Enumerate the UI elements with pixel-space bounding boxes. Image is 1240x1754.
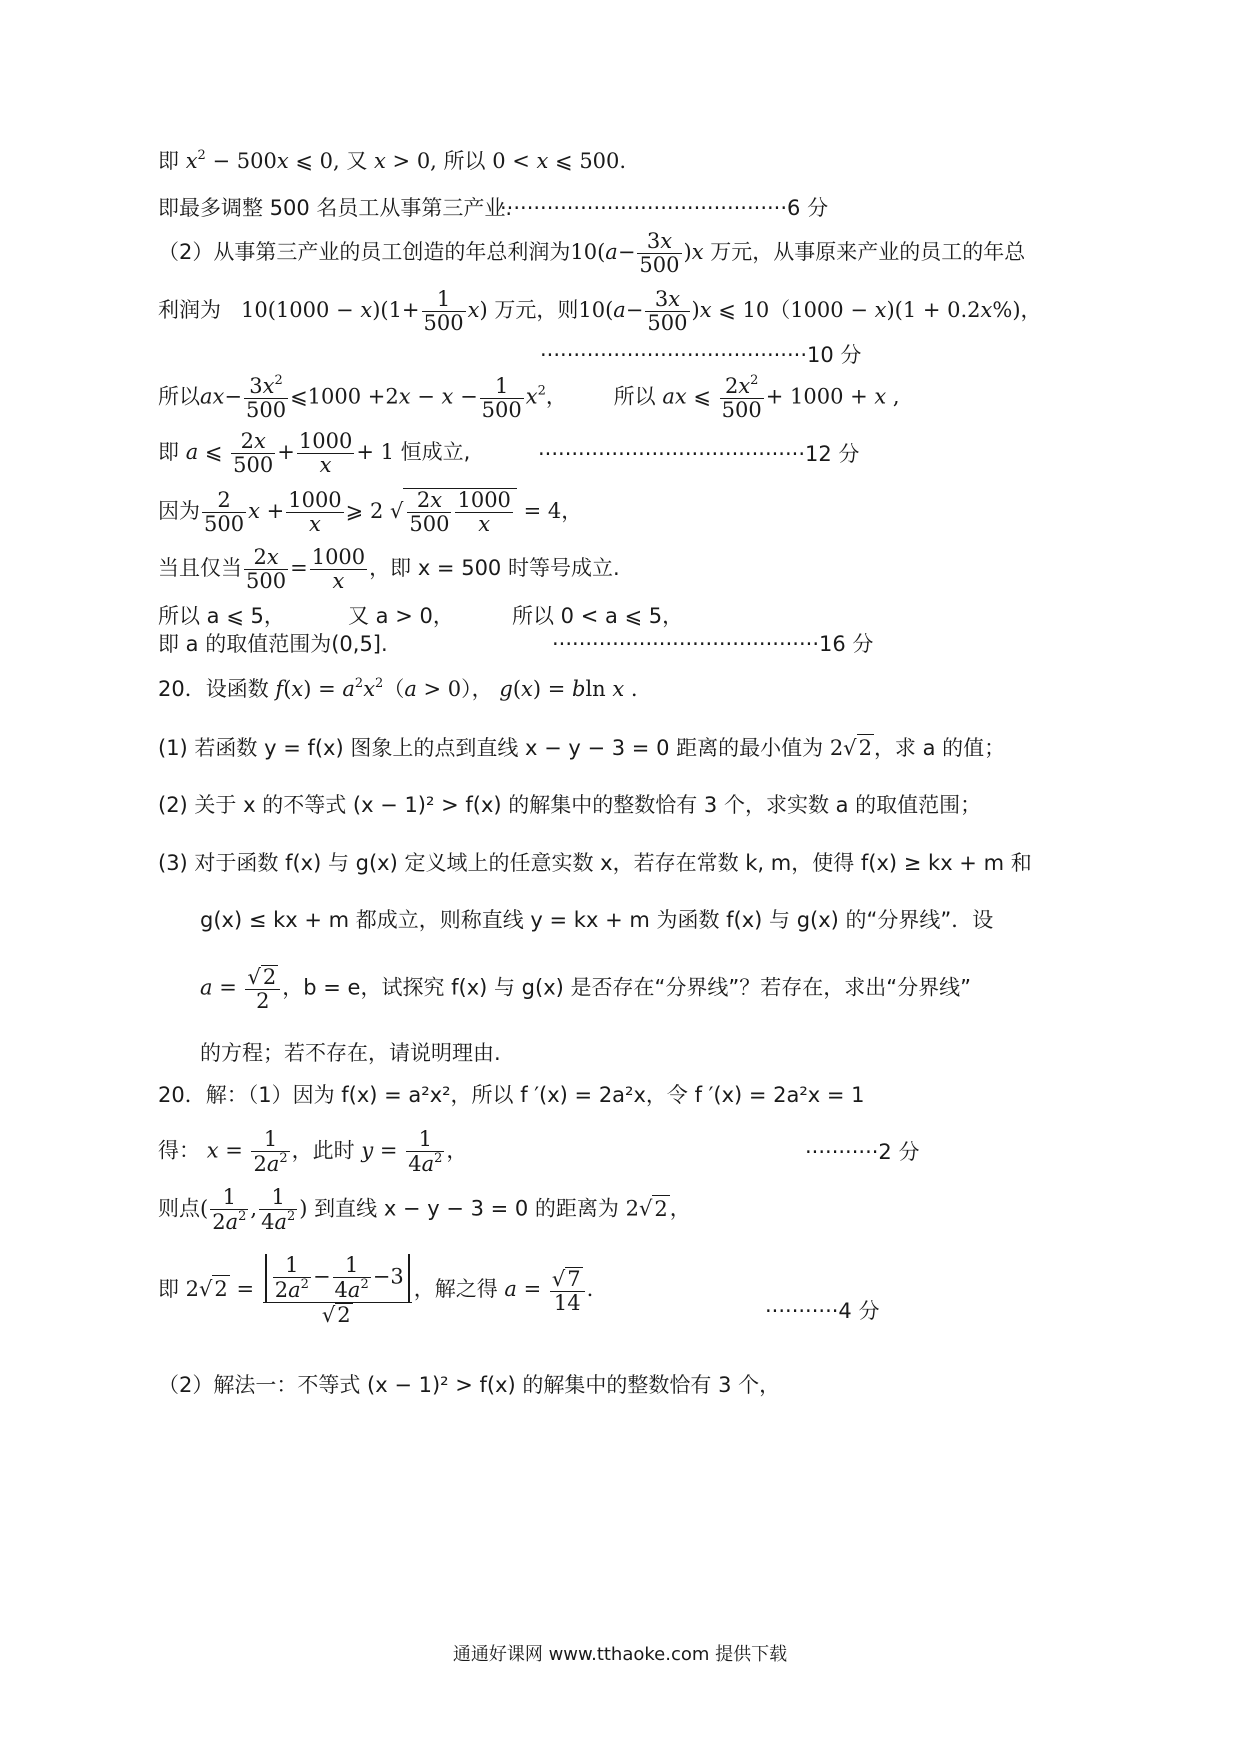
question-20-part-3b: g(x) ≤ kx + m 都成立，则称直线 y = kx + m 为函数 f(x) 与 g(x) 的“分界线”．设 <box>200 908 994 932</box>
solution-20-line-3: 则点( $\frac{1}{2a^2}$ , $\frac{1}{4a^2}$ ) 到直线 x − y − 3 = 0 的距离为 2√2， <box>158 1185 691 1235</box>
score-12: ········································12 分 <box>538 442 860 466</box>
solution-line-2: 即最多调整 500 名员工从事第三产业. <box>158 196 513 220</box>
score-6: ···········································6 分 <box>500 196 829 220</box>
solution-line-10b: 又 a > 0， <box>348 604 454 628</box>
question-20-part-3: (3) 对于函数 f(x) 与 g(x) 定义域上的任意实数 x，若存在常数 k, m，使得 f(x) ≥ kx + m 和 <box>158 851 1032 875</box>
footer-source: 通通好课网 www.tthaoke.com 提供下载 <box>452 1644 788 1665</box>
solution-line-11: 即 a 的取值范围为(0,5]. <box>158 632 388 656</box>
question-20-part-3c: a = $\frac{√2}{2}$ ，b = e，试探究 f(x) 与 g(x) 是否存在“分界线”？若存在，求出“分界线” <box>200 965 972 1014</box>
solution-20-line-4: 即 2√2 = $\frac{1}{2a^2}$ − $\frac{1}{4a^2}$ −3 √2 ，解之得 a = $\frac{√7}{14}$ . <box>158 1253 594 1328</box>
question-20-part-2: (2) 关于 x 的不等式 (x − 1)² > f(x) 的解集中的整数恰有 3 个，求实数 a 的取值范围； <box>158 793 982 817</box>
solution-line-10c: 所以 0 < a ⩽ 5， <box>512 604 684 628</box>
score-10: ········································10 分 <box>540 343 862 367</box>
solution-line-4: 利润为 10(1000 − x)(1+ $\frac{1}{500}$ x) 万元，则10(a− $\frac{3x}{500}$ )x ⩽ 10（1000 − x)(1 + 0.2x%)， <box>158 287 1042 336</box>
question-20: 20．设函数 $f(x) = a^2x^2(a > 0)$， g(x) = bln x . <box>158 676 638 701</box>
solution-line-10a: 所以 a ⩽ 5， <box>158 604 285 628</box>
score-16: ········································16 分 <box>552 632 874 656</box>
solution-line-6: 所以ax− $\frac{3x^2}{500}$ ⩽1000 +2x − x − $\frac{1}{500}$ $x^2$， 所以 ax ⩽ $\frac{2x^2}{500}$ + 1000 + x , <box>158 373 900 423</box>
solution-line-9: 当且仅当 $\frac{2x}{500}$ = $\frac{1000}{x}$ ，即 x = 500 时等号成立. <box>158 545 620 594</box>
solution-line-8: 因为 $\frac{2}{500}$ x + $\frac{1000}{x}$ ⩾ 2 √ $\frac{2x}{500}$ $\frac{1000}{x}$ = 4， <box>158 488 583 537</box>
solution-20-line-5: （2）解法一：不等式 (x − 1)² > f(x) 的解集中的整数恰有 3 个， <box>158 1373 781 1397</box>
solution-line-3: （2）从事第三产业的员工创造的年总利润为10(a− $\frac{3x}{500}$ )x 万元，从事原来产业的员工的年总 <box>158 229 1026 278</box>
solution-line-7: 即 a ⩽ $\frac{2x}{500}$ + $\frac{1000}{x}$ + 1 恒成立, <box>158 429 471 478</box>
score-2: ···········2 分 <box>805 1140 920 1164</box>
solution-20-line-1: 20．解：（1）因为 f(x) = a²x²，所以 f ′(x) = 2a²x，令 f ′(x) = 2a²x = 1 <box>158 1083 865 1107</box>
solution-line-1: 即 $x^2 - 500x$ ⩽ 0, 又 x > 0, 所以 0 < x ⩽ 500. <box>158 148 627 173</box>
question-20-part-1: (1) 若函数 y = f(x) 图象上的点到直线 x − y − 3 = 0 距离的最小值为 2√2，求 a 的值； <box>158 736 1006 760</box>
score-4: ···········4 分 <box>765 1299 880 1323</box>
solution-20-line-2: 得： x = $\frac{1}{2a^2}$ ，此时 y = $\frac{1}{4a^2}$ ， <box>158 1127 468 1177</box>
question-20-part-3d: 的方程；若不存在，请说明理由. <box>200 1041 501 1065</box>
